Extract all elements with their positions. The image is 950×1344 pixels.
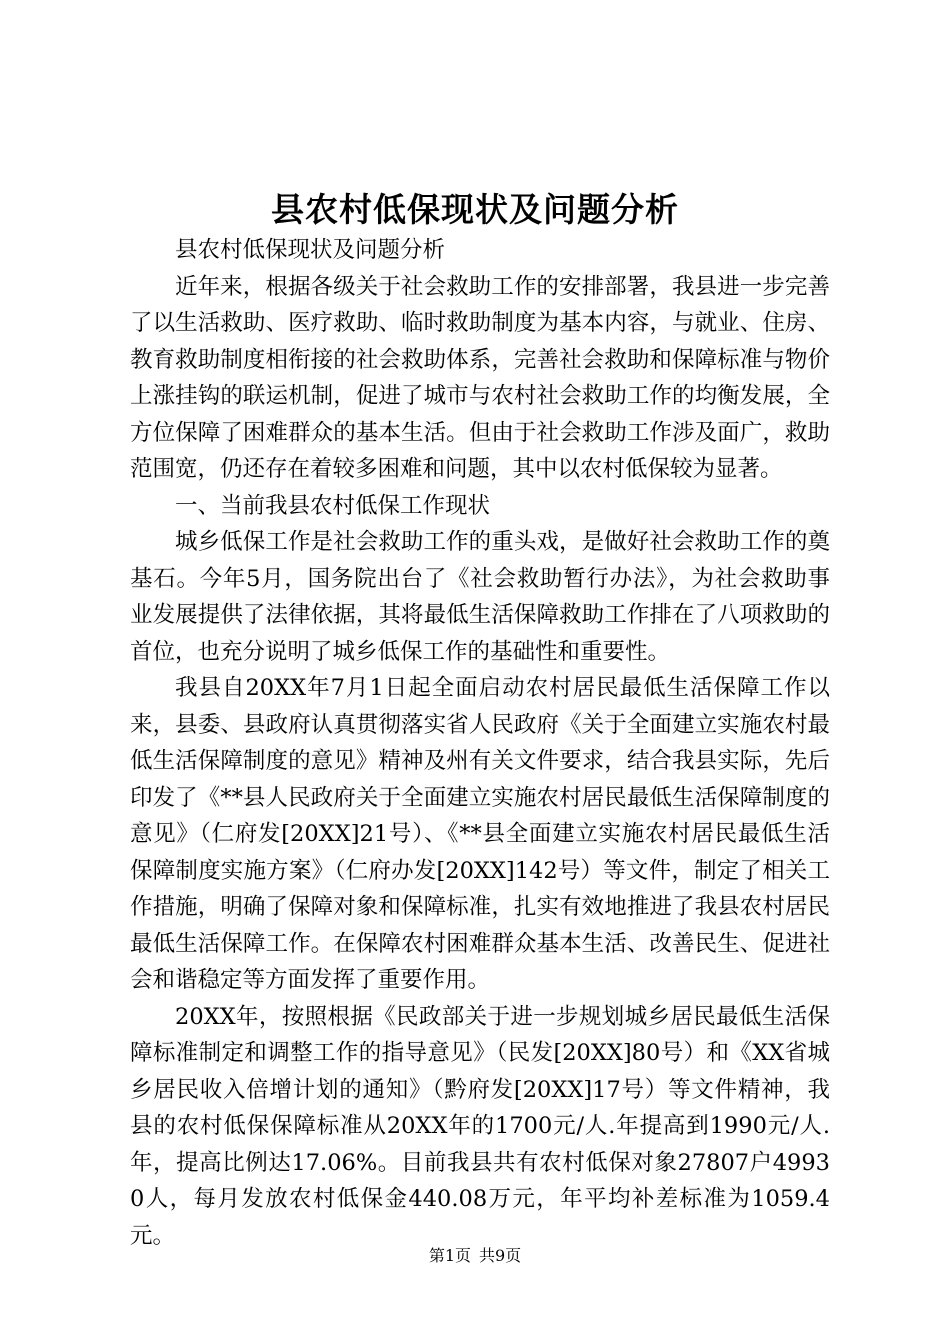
page-number: 第1页	[428, 1246, 471, 1265]
document-title: 县农村低保现状及问题分析	[271, 190, 679, 229]
page-total: 共9页	[479, 1246, 522, 1265]
section-heading: 一、当前我县农村低保工作现状	[175, 492, 491, 519]
paragraph-body: 20XX年，按照根据《民政部关于进一步规划城乡居民最低生活保障标准制定和调整工作的指导意见》（民发[20XX]80号）和《XX省城乡居民收入倍增计划的通知》（黔府发[20XX]17号）等文件精神，我县的农村低保保障标准从20XX年的1700元/人.年提高到1990元/人.年，提高比例达17.06%。目前我县共有农村低保对象27807户49930人，每月发放农村低保金440.08万元，年平均补差标准为1059.4元。	[130, 1003, 830, 1249]
paragraph-intro: 近年来，根据各级关于社会救助工作的安排部署，我县进一步完善了以生活救助、医疗救助、临时救助制度为基本内容，与就业、住房、教育救助制度相衔接的社会救助体系，完善社会救助和保障标准与物价上涨挂钩的联运机制，促进了城市与农村社会救助工作的均衡发展，全方位保障了困难群众的基本生活。但由于社会救助工作涉及面广，救助范围宽，仍还存在着较多困难和问题，其中以农村低保较为显著。	[130, 273, 830, 482]
paragraph-body: 我县自20XX年7月1日起全面启动农村居民最低生活保障工作以来，县委、县政府认真贯彻落实省人民政府《关于全面建立实施农村最低生活保障制度的意见》精神及州有关文件要求，结合我县实际，先后印发了《**县人民政府关于全面建立实施农村居民最低生活保障制度的意见》（仁府发[20XX]21号）、《**县全面建立实施农村居民最低生活保障制度实施方案》（仁府办发[20XX]142号）等文件，制定了相关工作措施，明确了保障对象和保障标准，扎实有效地推进了我县农村居民最低生活保障工作。在保障农村困难群众基本生活、改善民生、促进社会和谐稳定等方面发挥了重要作用。	[130, 675, 830, 993]
paragraph-subtitle: 县农村低保现状及问题分析	[175, 237, 446, 263]
paragraph-body: 城乡低保工作是社会救助工作的重头戏，是做好社会救助工作的奠基石。今年5月，国务院出台了《社会救助暂行办法》，为社会救助事业发展提供了法律依据，其将最低生活保障救助工作排在了八项救助的首位，也充分说明了城乡低保工作的基础性和重要性。	[130, 529, 830, 665]
page-footer	[0, 1244, 950, 1268]
document-body	[130, 232, 830, 1254]
